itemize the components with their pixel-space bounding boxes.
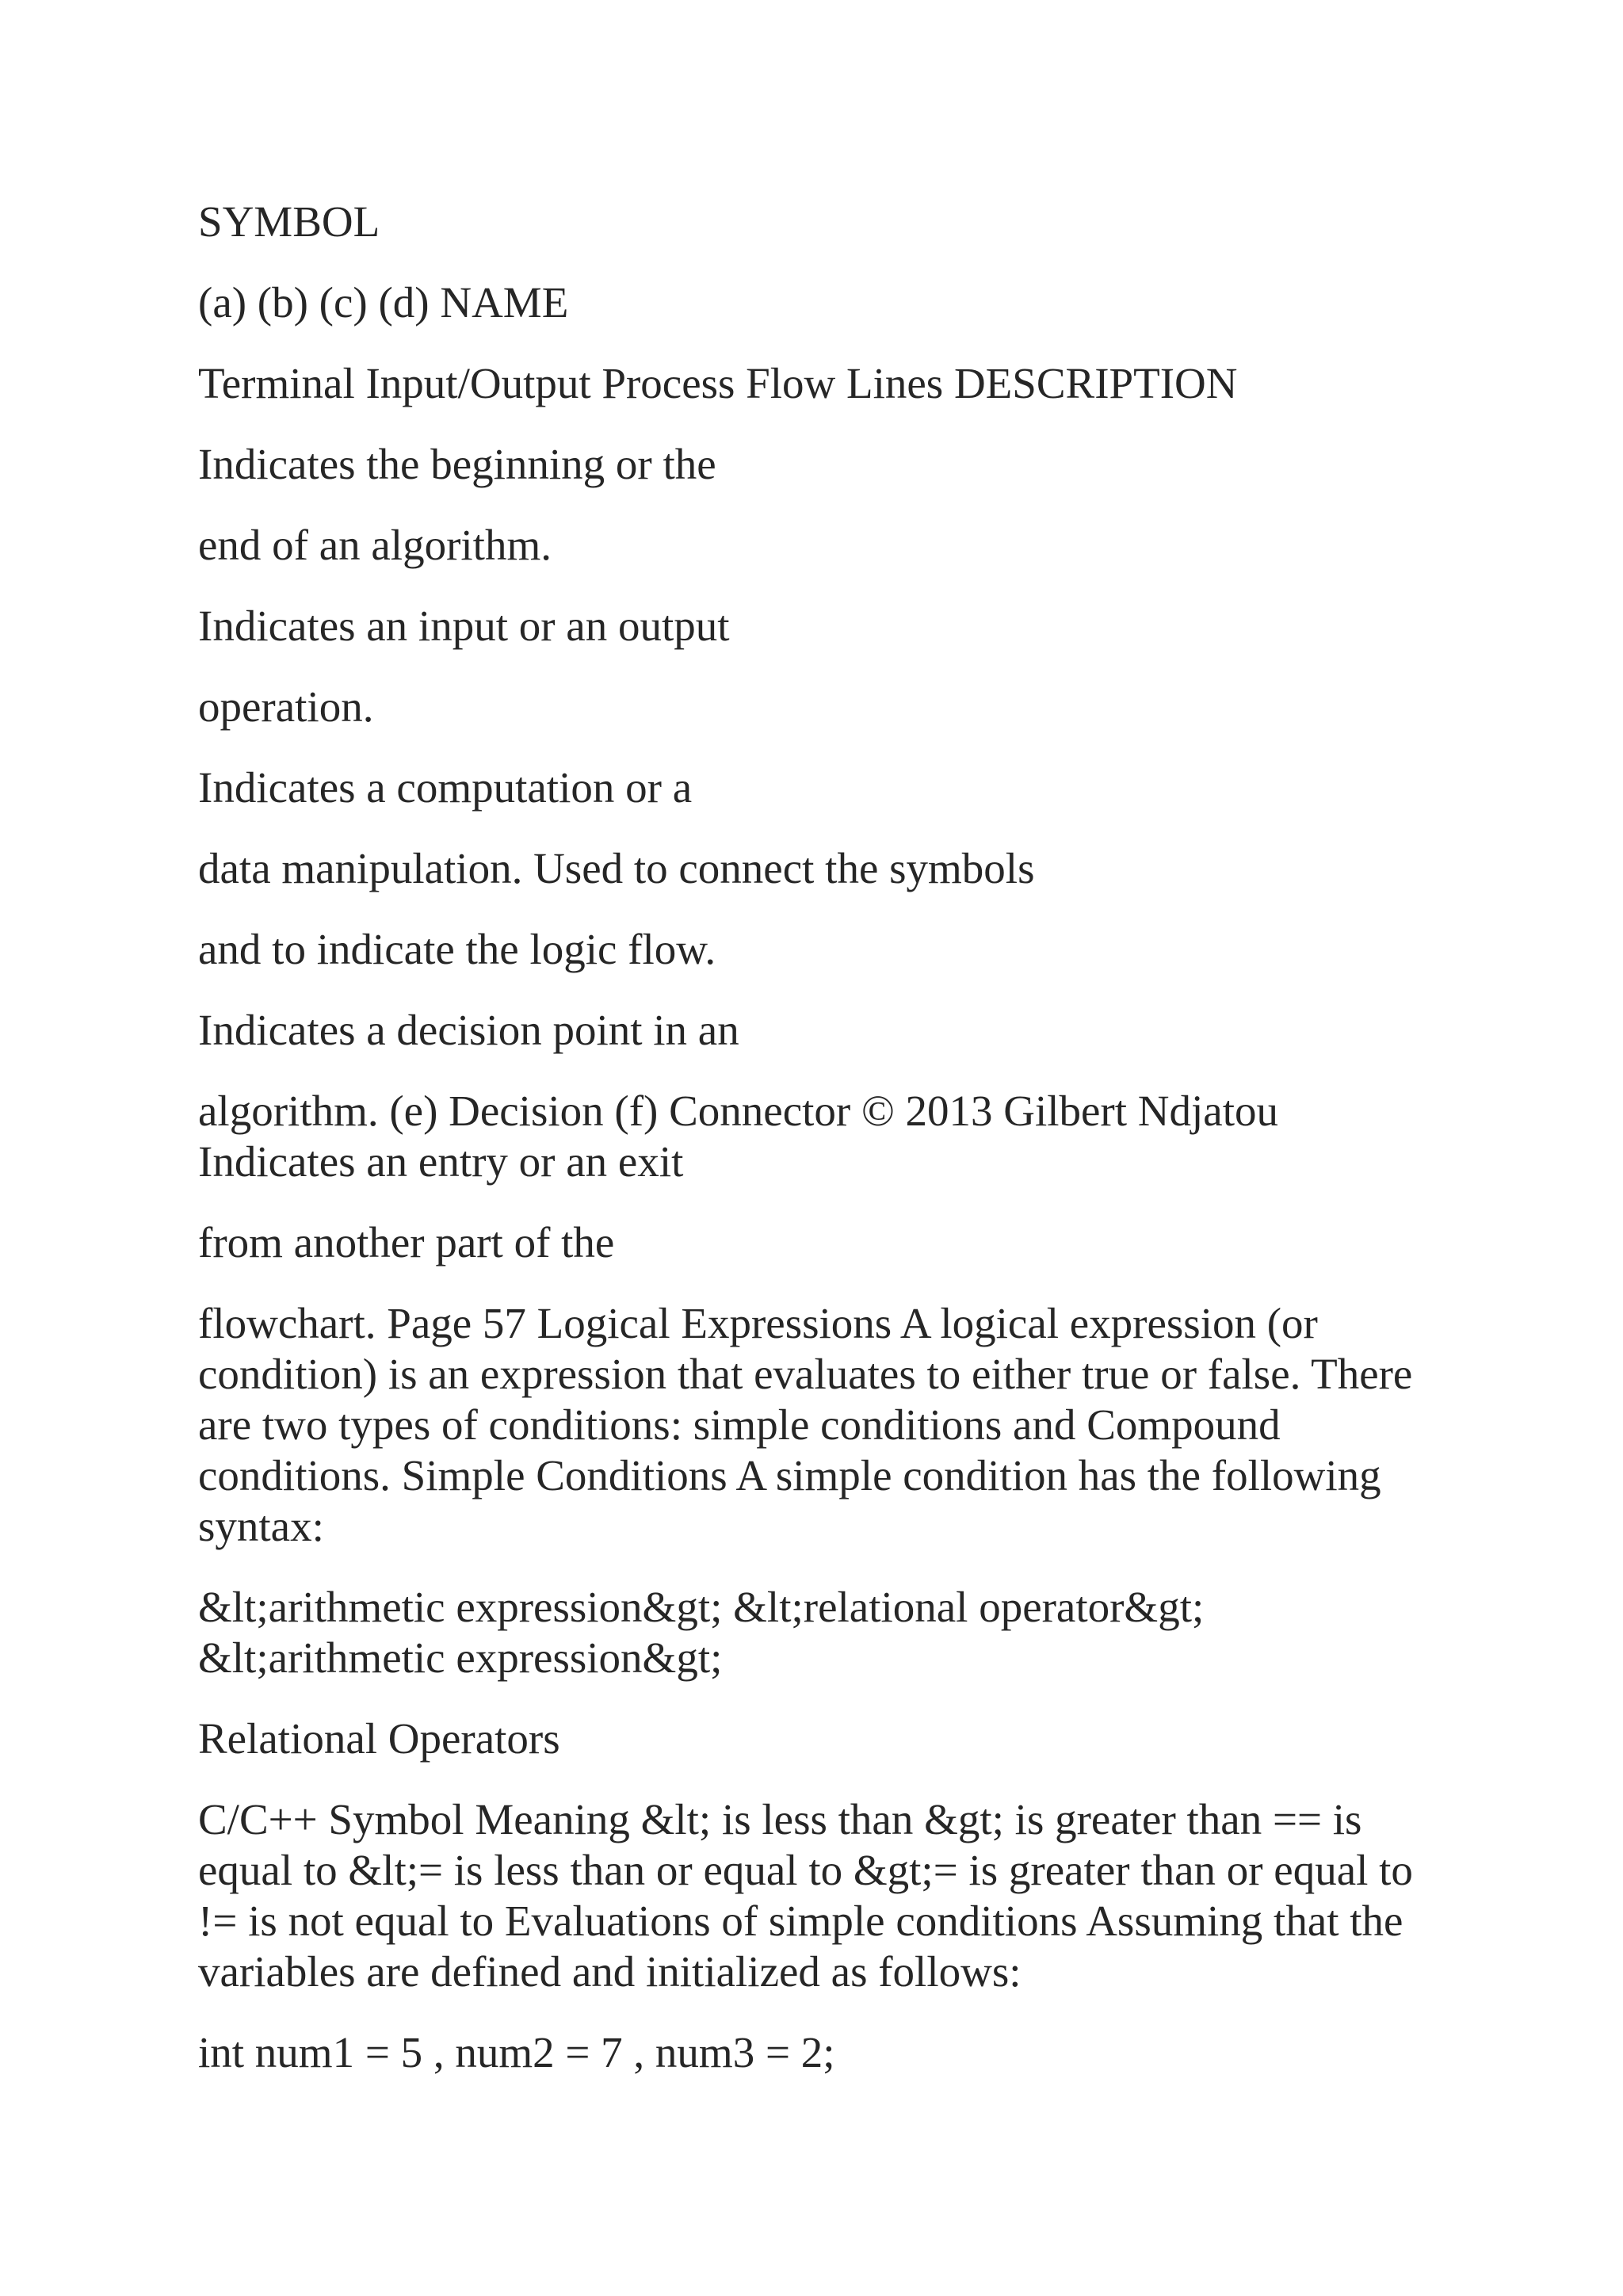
paragraph-connector-desc-2: from another part of the — [198, 1218, 615, 1266]
paragraph-relational-operators-table: C/C++ Symbol Meaning &lt; is less than &gt; is greater than == is equal to &lt;= is less than or equal to &gt;= is greater than or equal to != is not equal to Evaluations of simple conditions Assuming that the variables are defined and initialized as follows: — [198, 1795, 1413, 1996]
paragraph-terminal-desc-2: end of an algorithm. — [198, 521, 552, 569]
paragraph-terminal-desc-1: Indicates the beginning or the — [198, 440, 716, 488]
paragraph-decision-desc-1: Indicates a decision point in an — [198, 1006, 739, 1054]
paragraph-process-desc-1: Indicates a computation or a — [198, 763, 693, 812]
paragraph-logical-expressions: flowchart. Page 57 Logical Expressions A logical expression (or condition) is an expression that evaluates to either true or false. There are two types of conditions: simple conditions and Compound conditions. Simple Conditions A simple condition has the following syntax: — [198, 1299, 1413, 1550]
paragraph-syntax: &lt;arithmetic expression&gt; &lt;relational operator&gt; &lt;arithmetic expression&gt; — [198, 1583, 1205, 1682]
paragraph-io-desc-2: operation. — [198, 682, 374, 731]
document-body — [198, 197, 1434, 2108]
paragraph-variable-definition: int num1 = 5 , num2 = 7 , num3 = 2; — [198, 2028, 835, 2076]
paragraph-connector-desc-1: Indicates an entry or an exit — [198, 1137, 684, 1186]
paragraph-relational-operators-heading: Relational Operators — [198, 1714, 560, 1763]
paragraph-io-desc-1: Indicates an input or an output — [198, 602, 730, 650]
paragraph-name-heading: (a) (b) (c) (d) NAME — [198, 278, 569, 327]
paragraph-flowlines-desc: and to indicate the logic flow. — [198, 925, 716, 973]
paragraph-description-heading: Terminal Input/Output Process Flow Lines DESCRIPTION — [198, 359, 1238, 407]
paragraph-decision-desc-2: algorithm. (e) Decision (f) Connector © 2013 Gilbert Ndjatou — [198, 1087, 1278, 1135]
paragraph-process-desc-2: data manipulation. Used to connect the symbols — [198, 844, 1035, 892]
paragraph-symbol-heading: SYMBOL — [198, 197, 380, 246]
